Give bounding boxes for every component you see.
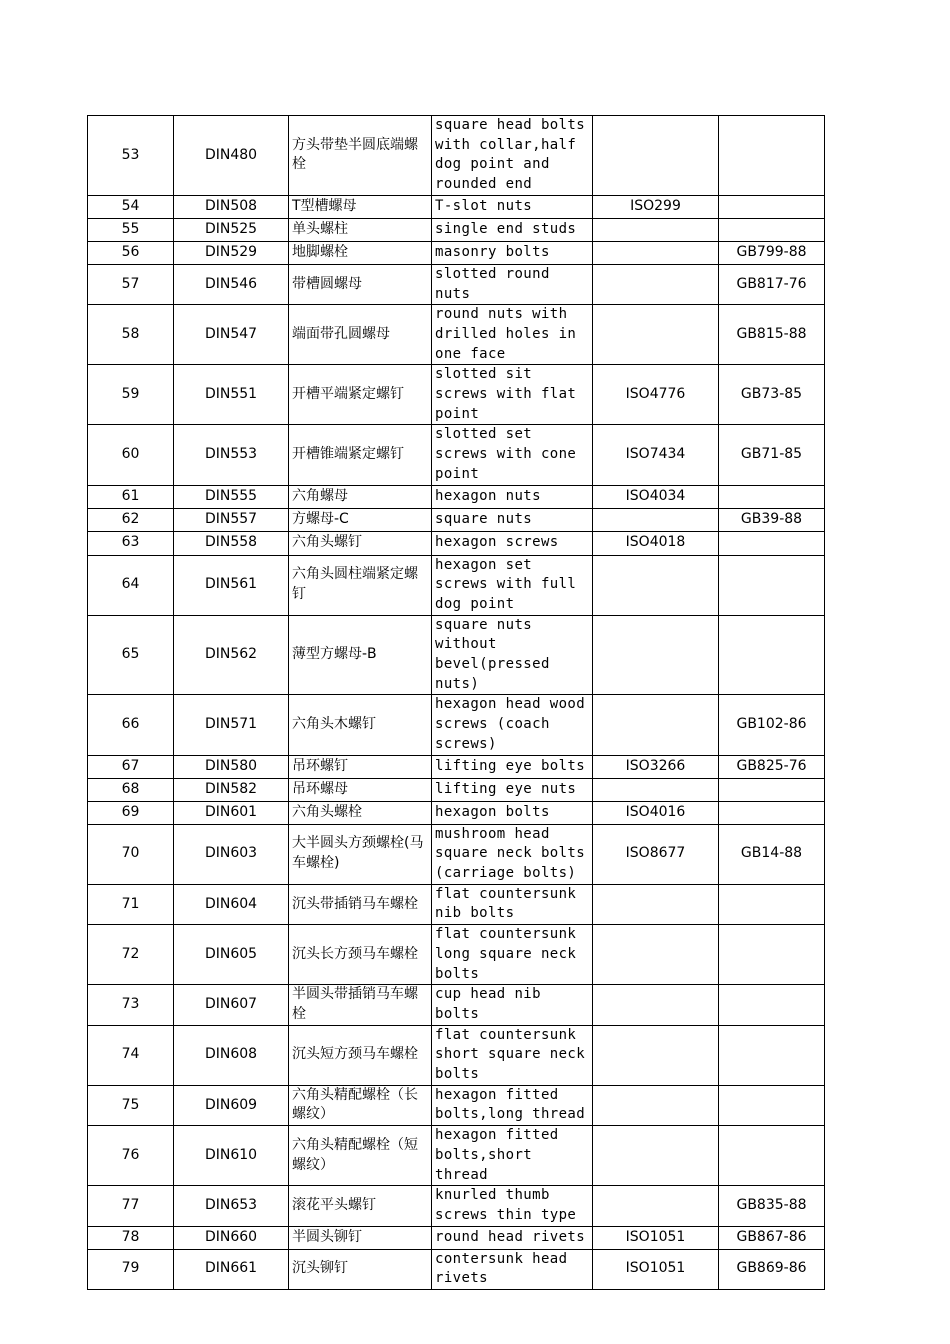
english-name-cell: lifting eye nuts bbox=[432, 778, 593, 801]
table-row bbox=[88, 531, 825, 555]
table-row bbox=[88, 241, 825, 264]
table-row bbox=[88, 195, 825, 218]
gb-code-cell bbox=[719, 555, 825, 615]
gb-code-cell: GB799-88 bbox=[719, 241, 825, 264]
din-code-cell: DIN546 bbox=[174, 264, 289, 304]
gb-code-cell: GB815-88 bbox=[719, 305, 825, 365]
din-code-cell: DIN480 bbox=[174, 116, 289, 196]
row-number-cell: 63 bbox=[88, 531, 174, 555]
table-row bbox=[88, 1249, 825, 1289]
table-body bbox=[88, 116, 825, 1290]
iso-code-cell: ISO1051 bbox=[593, 1226, 719, 1249]
iso-code-cell: ISO1051 bbox=[593, 1249, 719, 1289]
row-number-cell: 78 bbox=[88, 1226, 174, 1249]
chinese-name-cell: 六角头木螺钉 bbox=[289, 695, 432, 755]
chinese-name-cell: 薄型方螺母-B bbox=[289, 615, 432, 695]
english-name-cell: hexagon nuts bbox=[432, 485, 593, 508]
english-name-cell: single end studs bbox=[432, 218, 593, 241]
chinese-name-cell: 带槽圆螺母 bbox=[289, 264, 432, 304]
iso-code-cell: ISO4776 bbox=[593, 365, 719, 425]
table-row bbox=[88, 555, 825, 615]
english-name-cell: hexagon fitted bolts,short thread bbox=[432, 1126, 593, 1186]
row-number-cell: 54 bbox=[88, 195, 174, 218]
chinese-name-cell: 六角头精配螺栓（短螺纹） bbox=[289, 1126, 432, 1186]
english-name-cell: knurled thumb screws thin type bbox=[432, 1186, 593, 1226]
iso-code-cell bbox=[593, 508, 719, 531]
din-code-cell: DIN571 bbox=[174, 695, 289, 755]
gb-code-cell: GB73-85 bbox=[719, 365, 825, 425]
gb-code-cell bbox=[719, 1126, 825, 1186]
iso-code-cell: ISO4018 bbox=[593, 531, 719, 555]
english-name-cell: hexagon set screws with full dog point bbox=[432, 555, 593, 615]
din-code-cell: DIN553 bbox=[174, 425, 289, 485]
din-code-cell: DIN508 bbox=[174, 195, 289, 218]
iso-code-cell: ISO8677 bbox=[593, 824, 719, 884]
table-row bbox=[88, 824, 825, 884]
din-code-cell: DIN653 bbox=[174, 1186, 289, 1226]
iso-code-cell: ISO4034 bbox=[593, 485, 719, 508]
iso-code-cell bbox=[593, 884, 719, 924]
english-name-cell: round nuts with drilled holes in one face bbox=[432, 305, 593, 365]
gb-code-cell: GB39-88 bbox=[719, 508, 825, 531]
chinese-name-cell: 六角头精配螺栓（长螺纹） bbox=[289, 1085, 432, 1125]
chinese-name-cell: 半圆头带插销马车螺栓 bbox=[289, 985, 432, 1025]
din-code-cell: DIN661 bbox=[174, 1249, 289, 1289]
table-row bbox=[88, 264, 825, 304]
iso-code-cell bbox=[593, 1186, 719, 1226]
gb-code-cell bbox=[719, 485, 825, 508]
iso-code-cell: ISO7434 bbox=[593, 425, 719, 485]
gb-code-cell bbox=[719, 1085, 825, 1125]
chinese-name-cell: 单头螺柱 bbox=[289, 218, 432, 241]
gb-code-cell bbox=[719, 801, 825, 824]
row-number-cell: 76 bbox=[88, 1126, 174, 1186]
row-number-cell: 64 bbox=[88, 555, 174, 615]
english-name-cell: flat countersunk nib bolts bbox=[432, 884, 593, 924]
iso-code-cell: ISO4016 bbox=[593, 801, 719, 824]
english-name-cell: hexagon fitted bolts,long thread bbox=[432, 1085, 593, 1125]
gb-code-cell bbox=[719, 218, 825, 241]
iso-code-cell bbox=[593, 1025, 719, 1085]
gb-code-cell bbox=[719, 778, 825, 801]
english-name-cell: masonry bolts bbox=[432, 241, 593, 264]
table-row bbox=[88, 778, 825, 801]
gb-code-cell bbox=[719, 195, 825, 218]
row-number-cell: 65 bbox=[88, 615, 174, 695]
iso-code-cell bbox=[593, 1085, 719, 1125]
table-row bbox=[88, 985, 825, 1025]
iso-code-cell bbox=[593, 241, 719, 264]
chinese-name-cell: 开槽平端紧定螺钉 bbox=[289, 365, 432, 425]
table-row bbox=[88, 1186, 825, 1226]
chinese-name-cell: 沉头带插销马车螺栓 bbox=[289, 884, 432, 924]
english-name-cell: round head rivets bbox=[432, 1226, 593, 1249]
chinese-name-cell: 滚花平头螺钉 bbox=[289, 1186, 432, 1226]
table-row bbox=[88, 801, 825, 824]
chinese-name-cell: 沉头长方颈马车螺栓 bbox=[289, 925, 432, 985]
din-code-cell: DIN601 bbox=[174, 801, 289, 824]
row-number-cell: 69 bbox=[88, 801, 174, 824]
table-row bbox=[88, 1126, 825, 1186]
iso-code-cell bbox=[593, 1126, 719, 1186]
row-number-cell: 67 bbox=[88, 755, 174, 778]
iso-code-cell bbox=[593, 305, 719, 365]
row-number-cell: 68 bbox=[88, 778, 174, 801]
english-name-cell: flat countersunk long square neck bolts bbox=[432, 925, 593, 985]
din-code-cell: DIN525 bbox=[174, 218, 289, 241]
english-name-cell: hexagon head wood screws (coach screws) bbox=[432, 695, 593, 755]
din-code-cell: DIN660 bbox=[174, 1226, 289, 1249]
english-name-cell: slotted sit screws with flat point bbox=[432, 365, 593, 425]
english-name-cell: T-slot nuts bbox=[432, 195, 593, 218]
table-row bbox=[88, 116, 825, 196]
table-row bbox=[88, 305, 825, 365]
table-row bbox=[88, 755, 825, 778]
english-name-cell: square head bolts with collar,half dog point and rounded end bbox=[432, 116, 593, 196]
iso-code-cell bbox=[593, 116, 719, 196]
iso-code-cell bbox=[593, 555, 719, 615]
table-row bbox=[88, 1025, 825, 1085]
table-row bbox=[88, 615, 825, 695]
row-number-cell: 60 bbox=[88, 425, 174, 485]
english-name-cell: slotted set screws with cone point bbox=[432, 425, 593, 485]
din-code-cell: DIN610 bbox=[174, 1126, 289, 1186]
english-name-cell: hexagon bolts bbox=[432, 801, 593, 824]
gb-code-cell: GB867-86 bbox=[719, 1226, 825, 1249]
table-row bbox=[88, 695, 825, 755]
iso-code-cell bbox=[593, 264, 719, 304]
chinese-name-cell: 端面带孔圆螺母 bbox=[289, 305, 432, 365]
table-row bbox=[88, 425, 825, 485]
gb-code-cell bbox=[719, 615, 825, 695]
din-code-cell: DIN608 bbox=[174, 1025, 289, 1085]
iso-code-cell bbox=[593, 985, 719, 1025]
english-name-cell: lifting eye bolts bbox=[432, 755, 593, 778]
gb-code-cell: GB71-85 bbox=[719, 425, 825, 485]
chinese-name-cell: 地脚螺栓 bbox=[289, 241, 432, 264]
chinese-name-cell: 沉头铆钉 bbox=[289, 1249, 432, 1289]
english-name-cell: hexagon screws bbox=[432, 531, 593, 555]
table-row bbox=[88, 365, 825, 425]
english-name-cell: cup head nib bolts bbox=[432, 985, 593, 1025]
iso-code-cell: ISO299 bbox=[593, 195, 719, 218]
iso-code-cell: ISO3266 bbox=[593, 755, 719, 778]
english-name-cell: square nuts bbox=[432, 508, 593, 531]
row-number-cell: 58 bbox=[88, 305, 174, 365]
chinese-name-cell: 方螺母-C bbox=[289, 508, 432, 531]
chinese-name-cell: 六角头螺钉 bbox=[289, 531, 432, 555]
chinese-name-cell: 吊环螺母 bbox=[289, 778, 432, 801]
din-code-cell: DIN582 bbox=[174, 778, 289, 801]
din-code-cell: DIN609 bbox=[174, 1085, 289, 1125]
row-number-cell: 61 bbox=[88, 485, 174, 508]
gb-code-cell: GB825-76 bbox=[719, 755, 825, 778]
chinese-name-cell: 沉头短方颈马车螺栓 bbox=[289, 1025, 432, 1085]
iso-code-cell bbox=[593, 615, 719, 695]
row-number-cell: 62 bbox=[88, 508, 174, 531]
iso-code-cell bbox=[593, 925, 719, 985]
gb-code-cell: GB102-86 bbox=[719, 695, 825, 755]
din-code-cell: DIN551 bbox=[174, 365, 289, 425]
chinese-name-cell: 六角头圆柱端紧定螺钉 bbox=[289, 555, 432, 615]
row-number-cell: 74 bbox=[88, 1025, 174, 1085]
table-row bbox=[88, 1085, 825, 1125]
din-code-cell: DIN580 bbox=[174, 755, 289, 778]
row-number-cell: 72 bbox=[88, 925, 174, 985]
table-row bbox=[88, 218, 825, 241]
row-number-cell: 53 bbox=[88, 116, 174, 196]
english-name-cell: flat countersunk short square neck bolts bbox=[432, 1025, 593, 1085]
row-number-cell: 57 bbox=[88, 264, 174, 304]
english-name-cell: slotted round nuts bbox=[432, 264, 593, 304]
din-code-cell: DIN607 bbox=[174, 985, 289, 1025]
row-number-cell: 77 bbox=[88, 1186, 174, 1226]
din-code-cell: DIN555 bbox=[174, 485, 289, 508]
row-number-cell: 71 bbox=[88, 884, 174, 924]
row-number-cell: 75 bbox=[88, 1085, 174, 1125]
row-number-cell: 59 bbox=[88, 365, 174, 425]
din-code-cell: DIN557 bbox=[174, 508, 289, 531]
gb-code-cell: GB835-88 bbox=[719, 1186, 825, 1226]
chinese-name-cell: T型槽螺母 bbox=[289, 195, 432, 218]
chinese-name-cell: 六角头螺栓 bbox=[289, 801, 432, 824]
chinese-name-cell: 方头带垫半圆底端螺栓 bbox=[289, 116, 432, 196]
gb-code-cell bbox=[719, 116, 825, 196]
din-code-cell: DIN603 bbox=[174, 824, 289, 884]
english-name-cell: mushroom head square neck bolts (carriage bolts) bbox=[432, 824, 593, 884]
table-row bbox=[88, 925, 825, 985]
chinese-name-cell: 吊环螺钉 bbox=[289, 755, 432, 778]
din-code-cell: DIN547 bbox=[174, 305, 289, 365]
chinese-name-cell: 六角螺母 bbox=[289, 485, 432, 508]
chinese-name-cell: 开槽锥端紧定螺钉 bbox=[289, 425, 432, 485]
chinese-name-cell: 半圆头铆钉 bbox=[289, 1226, 432, 1249]
row-number-cell: 66 bbox=[88, 695, 174, 755]
din-code-cell: DIN558 bbox=[174, 531, 289, 555]
iso-code-cell bbox=[593, 778, 719, 801]
din-code-cell: DIN561 bbox=[174, 555, 289, 615]
din-code-cell: DIN604 bbox=[174, 884, 289, 924]
row-number-cell: 79 bbox=[88, 1249, 174, 1289]
row-number-cell: 70 bbox=[88, 824, 174, 884]
iso-code-cell bbox=[593, 218, 719, 241]
table-row bbox=[88, 884, 825, 924]
gb-code-cell: GB817-76 bbox=[719, 264, 825, 304]
gb-code-cell bbox=[719, 1025, 825, 1085]
iso-code-cell bbox=[593, 695, 719, 755]
gb-code-cell bbox=[719, 531, 825, 555]
chinese-name-cell: 大半圆头方颈螺栓(马车螺栓) bbox=[289, 824, 432, 884]
row-number-cell: 56 bbox=[88, 241, 174, 264]
din-code-cell: DIN605 bbox=[174, 925, 289, 985]
gb-code-cell bbox=[719, 925, 825, 985]
din-code-cell: DIN529 bbox=[174, 241, 289, 264]
row-number-cell: 73 bbox=[88, 985, 174, 1025]
gb-code-cell bbox=[719, 985, 825, 1025]
gb-code-cell bbox=[719, 884, 825, 924]
english-name-cell: square nuts without bevel(pressed nuts) bbox=[432, 615, 593, 695]
standards-table bbox=[87, 115, 825, 1290]
english-name-cell: contersunk head rivets bbox=[432, 1249, 593, 1289]
din-code-cell: DIN562 bbox=[174, 615, 289, 695]
table-row bbox=[88, 485, 825, 508]
table-row bbox=[88, 1226, 825, 1249]
table-row bbox=[88, 508, 825, 531]
gb-code-cell: GB14-88 bbox=[719, 824, 825, 884]
row-number-cell: 55 bbox=[88, 218, 174, 241]
gb-code-cell: GB869-86 bbox=[719, 1249, 825, 1289]
